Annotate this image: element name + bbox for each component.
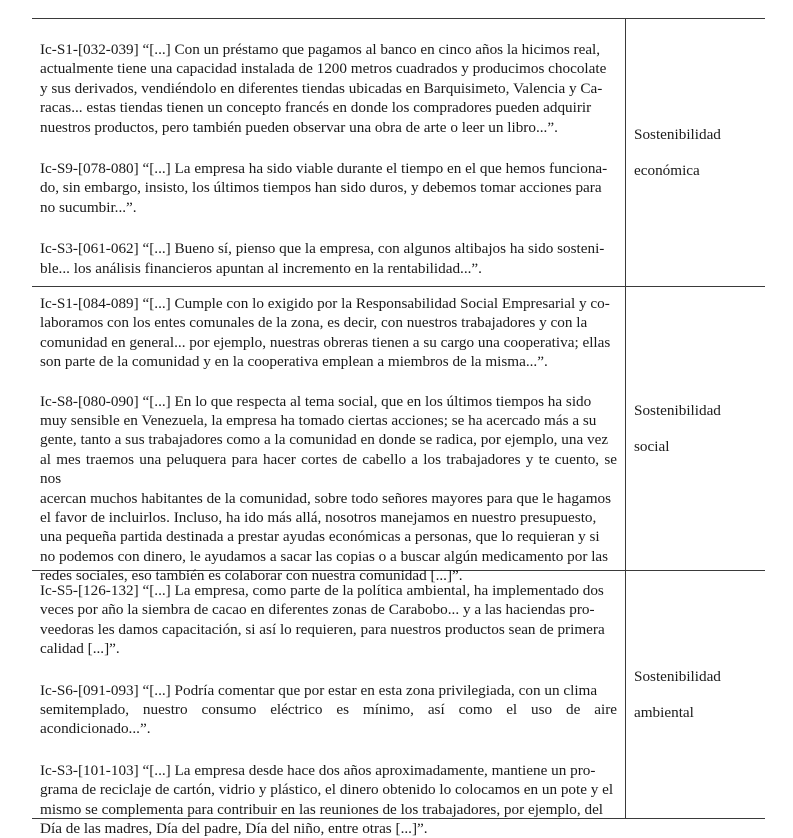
quote-ic-s5-126: Ic-S5-[126-132] “[...] La empresa, como parte de la política ambiental, ha implementado dos veces por año la siembra de cacao en diferentes zonas de Carabobo... y a las haciendas pro- veedoras les damos capacitación, si así lo requieren, para nuestros productos sean de primera calidad [...]”. <box>40 582 605 658</box>
category-label-line2: social <box>634 437 670 455</box>
table-row-social <box>32 287 765 585</box>
quote-ic-s1-084: Ic-S1-[084-089] “[...] Cumple con lo exigido por la Responsabilidad Social Empresarial y co- laboramos con los entes comunales de la zona, es decir, con nuestros trabajadores y con la comunidad en general... por ejemplo, nuestras obreras tienen a su cargo una cooperativa; ellas son parte de la comunidad y en la cooperativa emplean a miembros de la misma...”. <box>40 295 611 371</box>
quote-ic-s9-078: Ic-S9-[078-080] “[...] La empresa ha sido viable durante el tiempo en el que hemos funciona- do, sin embargo, insisto, los últimos tiempos han sido duros, y debemos tomar acciones para no sucumbir...”. <box>40 160 608 216</box>
category-label-line1: Sostenibilidad <box>634 667 721 685</box>
category-cell <box>626 19 765 286</box>
category-label-line2: ambiental <box>634 703 694 721</box>
quotes-cell <box>32 19 626 286</box>
quote-ic-s3-101: Ic-S3-[101-103] “[...] La empresa desde hace dos años aproximadamente, mantiene un pro- grama de reciclaje de cartón, vidrio y plástico, el dinero obtenido lo colocamos en un pote y el mismo se complementa para contribuir en las reuniones de los trabajadores, por ejemplo, del Día de las madres, Día del padre, Día del niño, entre otras [...]”. <box>40 761 614 838</box>
table-row-environmental <box>32 571 765 838</box>
table-row-economic <box>32 19 765 287</box>
category-label-line1: Sostenibilidad <box>634 125 721 143</box>
category-cell <box>626 571 765 818</box>
category-label-line2: económica <box>634 161 700 179</box>
category-cell <box>626 287 765 570</box>
quotes-cell <box>32 571 626 838</box>
quote-ic-s3-061: Ic-S3-[061-062] “[...] Bueno sí, pienso que la empresa, con algunos altibajos ha sido sosteni- ble... los análisis financieros apuntan al incremento en la rentabilidad...”. <box>40 240 605 277</box>
quote-ic-s6-091: Ic-S6-[091-093] “[...] Podría comentar que por estar en esta zona privilegiada, con un clima semitemplado, nuestro consumo eléctrico es mínimo, así como el uso de aire acondicionado...”. <box>40 681 617 738</box>
category-label-line1: Sostenibilidad <box>634 401 721 419</box>
quotes-cell <box>32 287 626 585</box>
quote-ic-s1-032: Ic-S1-[032-039] “[...] Con un préstamo que pagamos al banco en cinco años la hicimos real, actualmente tiene una capacidad instalada de 1200 metros cuadrados y producimos chocolate y sus derivados, vendiéndolo en diferentes tiendas ubicadas en Barquisimeto, Valencia y Ca- racas... estas tiendas tienen un concepto francés en donde los compradores pueden adquirir nuestros productos, pero también pueden observar una obra de arte o leer un libro...”. <box>40 41 607 136</box>
quote-ic-s8-080: Ic-S8-[080-090] “[...] En lo que respecta al tema social, que en los últimos tiempos ha sido muy sensible en Venezuela, la empresa ha tomado ciertas acciones; se ha acercado más a su gente, tanto a sus trabajadores como a la comunidad en donde se radica, por ejemplo, una vez al mes traemos una peluquera para hacer cortes de cabello a los trabajadores y te cuento, se nos acercan muchos habitantes de la comunidad, sobre todo señores mayores para que le hagamos el favor de incluirlos. Incluso, ha ido más allá, nosotros manejamos en nuestro presupuesto, una pequeña partida destinada a prestar ayudas económicas a personas, que lo requieran y si no podemos con dinero, le ayudamos a sacar las copias o a buscar algún medicamento por las redes sociales, eso también es colaborar con nuestra comunidad [...]”. <box>40 392 617 585</box>
quotes-table <box>32 18 765 838</box>
